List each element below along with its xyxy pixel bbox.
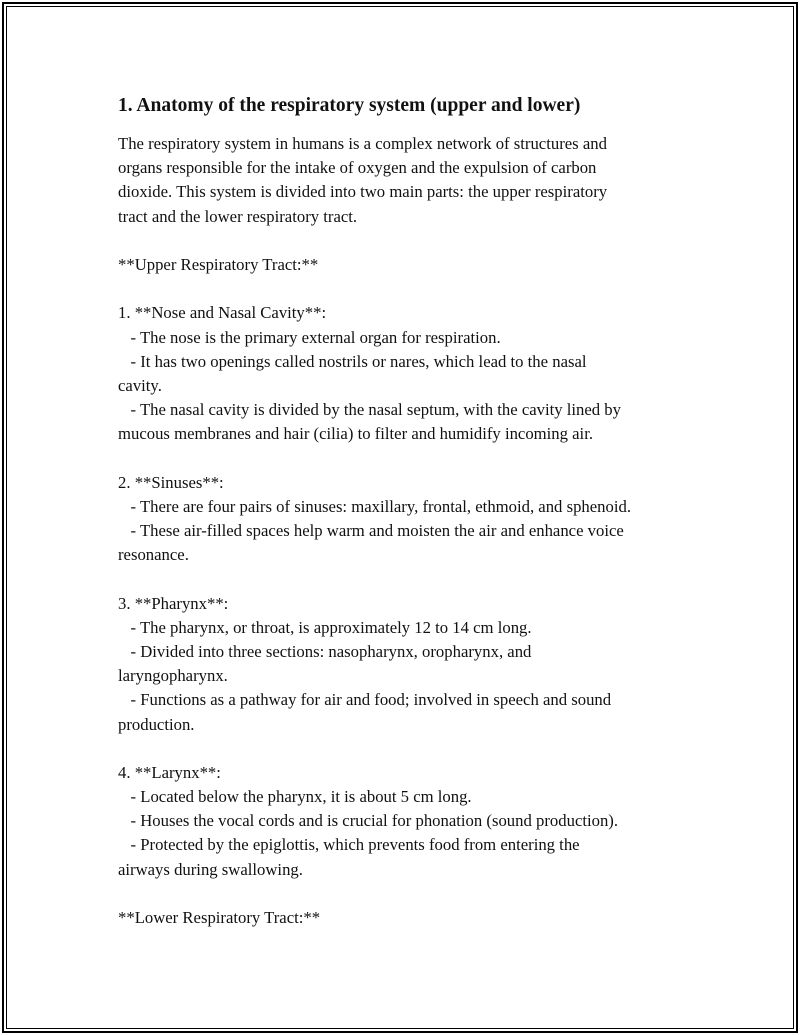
text-line: - The pharynx, or throat, is approximately 12 to 14 cm long. xyxy=(118,617,532,637)
text-line: airways during swallowing. xyxy=(118,859,303,879)
text-line: - Houses the vocal cords and is crucial for phonation (sound production). xyxy=(118,811,619,831)
text-line: mucous membranes and hair (cilia) to filter and humidify incoming air. xyxy=(118,424,593,444)
text-line: organs responsible for the intake of oxygen and the expulsion of carbon xyxy=(118,158,597,178)
text-line: 2. **Sinuses**: xyxy=(118,472,224,492)
section-heading: 1. Anatomy of the respiratory system (upper and lower) xyxy=(118,95,581,116)
blank-line xyxy=(118,882,698,906)
blank-line xyxy=(118,737,698,761)
text-line: resonance. xyxy=(118,545,189,565)
text-line: - Divided into three sections: nasopharynx, oropharynx, and xyxy=(118,641,532,661)
text-line: The respiratory system in humans is a complex network of structures and xyxy=(118,134,607,153)
text-line: 3. **Pharynx**: xyxy=(118,593,229,613)
text-line: - Located below the pharynx, it is about 5 cm long. xyxy=(118,787,472,807)
text-line: - The nasal cavity is divided by the nasal septum, with the cavity lined by xyxy=(118,400,621,420)
text-line: 4. **Larynx**: xyxy=(118,762,221,782)
text-line: cavity. xyxy=(118,375,162,395)
text-line: dioxide. This system is divided into two main parts: the upper respiratory xyxy=(118,182,608,202)
text-line: 1. **Nose and Nasal Cavity**: xyxy=(118,303,327,323)
text-line: laryngopharynx. xyxy=(118,666,228,686)
blank-line xyxy=(118,229,698,253)
document-body xyxy=(118,94,698,930)
text-line: - Functions as a pathway for air and food; involved in speech and sound xyxy=(118,690,612,710)
text-line: - Protected by the epiglottis, which prevents food from entering the xyxy=(118,835,580,855)
text-line: production. xyxy=(118,714,195,734)
text-line: **Lower Respiratory Tract:** xyxy=(118,908,321,927)
blank-line xyxy=(118,446,698,470)
blank-line xyxy=(118,277,698,301)
text-line: - It has two openings called nostrils or nares, which lead to the nasal xyxy=(118,351,587,371)
blank-line xyxy=(118,567,698,591)
text-line: - These air-filled spaces help warm and moisten the air and enhance voice xyxy=(118,521,624,540)
text-line: - The nose is the primary external organ for respiration. xyxy=(118,327,501,347)
text-block xyxy=(118,132,698,930)
text-line: - There are four pairs of sinuses: maxillary, frontal, ethmoid, and sphenoid. xyxy=(118,496,632,516)
text-line: tract and the lower respiratory tract. xyxy=(118,206,358,226)
text-line: **Upper Respiratory Tract:** xyxy=(118,254,319,274)
